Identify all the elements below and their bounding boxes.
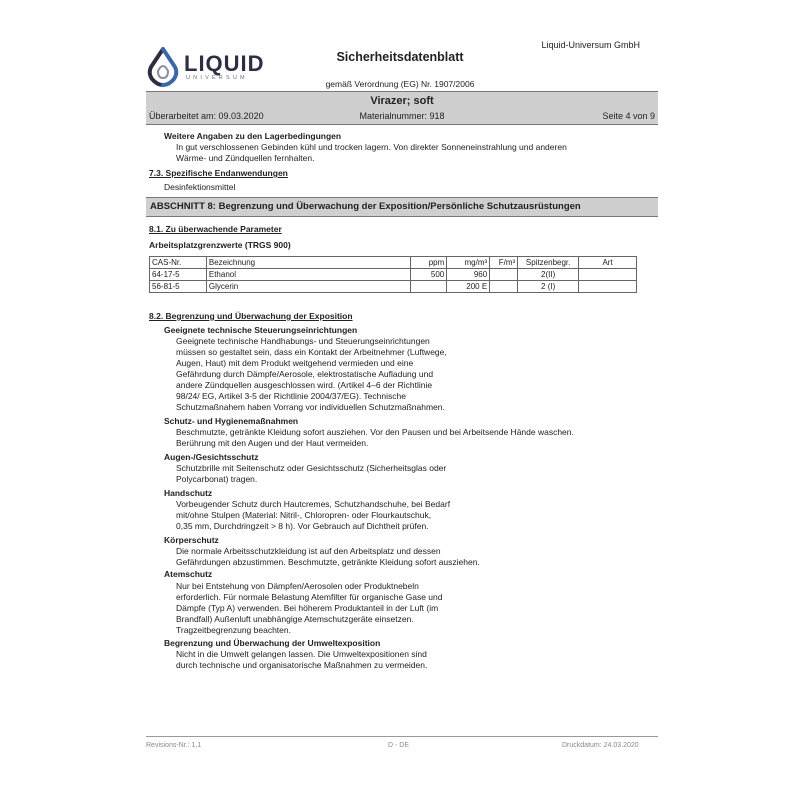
technical-controls-line: Augen, Haut) mit dem Produkt weitgehend vermieden und eine <box>176 358 414 368</box>
technical-controls-line: andere Zündquellen ausgeschlossen wird. (Artikel 4–6 der Richtlinie <box>176 380 433 390</box>
body-protection-heading: Körperschutz <box>164 535 219 545</box>
print-date: Druckdatum: 24.03.2020 <box>562 742 639 749</box>
technical-controls-heading: Geeignete technische Steuerungseinrichtungen <box>164 325 358 335</box>
storage-heading: Weitere Angaben zu den Lagerbedingungen <box>164 131 342 141</box>
table-cell: 960 <box>447 269 490 281</box>
product-info-bar <box>146 91 658 125</box>
material-number: Materialnummer: 918 <box>359 111 445 121</box>
company-name: Liquid-Universum GmbH <box>541 40 640 50</box>
controls-heading: 8.2. Begrenzung und Überwachung der Exposition <box>149 311 353 321</box>
table-cell <box>579 281 637 293</box>
respiratory-protection-line: Nur bei Entstehung von Dämpfen/Aerosolen oder Produktnebeln <box>176 581 419 591</box>
table-cell <box>411 281 447 293</box>
hygiene-line: Berührung mit den Augen und der Haut vermeiden. <box>176 438 369 448</box>
table-cell: 500 <box>411 269 447 281</box>
storage-text-line: In gut verschlossenen Gebinden kühl und trocken lagern. Von direkter Sonneneinstrahlung und anderen <box>176 142 567 152</box>
environment-line: Nicht in die Umwelt gelangen lassen. Die Umweltexpositionen sind <box>176 649 427 659</box>
logo-subtitle: UNIVERSUM <box>186 75 248 81</box>
table-header-cell: Art <box>579 257 637 269</box>
end-use-heading: 7.3. Spezifische Endanwendungen <box>149 168 288 178</box>
technical-controls-line: Gefährdung durch Dämpfe/Aerosole, elektrostatische Aufladung und <box>176 369 434 379</box>
limit-values-heading: Arbeitsplatzgrenzwerte (TRGS 900) <box>149 240 291 250</box>
table-cell: 2(II) <box>518 269 579 281</box>
hand-protection-heading: Handschutz <box>164 488 213 498</box>
table-cell: 2 (I) <box>518 281 579 293</box>
table-cell: Ethanol <box>206 269 410 281</box>
technical-controls-line: Geeignete technische Handhabungs- und Steuerungseinrichtungen <box>176 336 430 346</box>
environment-line: durch technische und organisatorische Maßnahmen zu vermeiden. <box>176 660 428 670</box>
exposure-limits-table <box>149 256 637 293</box>
liquid-logo-icon <box>146 47 180 87</box>
respiratory-protection-line: Dämpfe (Typ A) verwenden. Bei höherem Produktanteil in der Luft (im <box>176 603 439 613</box>
company-logo <box>146 47 265 87</box>
revision-date: Überarbeitet am: 09.03.2020 <box>149 111 264 121</box>
table-cell <box>579 269 637 281</box>
technical-controls-line: 98/24/ EG, Artikel 3-5 der Richtlinie 2004/37/EG). Technische <box>176 391 406 401</box>
table-cell <box>490 281 518 293</box>
table-cell: 200 E <box>447 281 490 293</box>
end-use-text: Desinfektionsmittel <box>164 182 236 192</box>
environment-heading: Begrenzung und Überwachung der Umweltexposition <box>164 638 381 648</box>
table-header-cell: Bezeichnung <box>206 257 410 269</box>
table-header-cell: CAS-Nr. <box>150 257 207 269</box>
table-row <box>150 269 637 281</box>
page-number: Seite 4 von 9 <box>602 111 655 121</box>
regulation-reference: gemäß Verordnung (EG) Nr. 1907/2006 <box>325 79 475 89</box>
respiratory-protection-line: Tragzeitbegrenzung beachten. <box>176 625 291 635</box>
parameters-heading: 8.1. Zu überwachende Parameter <box>149 224 282 234</box>
respiratory-protection-line: Brandfall) Außenluft unabhängige Atemschutzgeräte einsetzen. <box>176 614 414 624</box>
hygiene-heading: Schutz- und Hygienemaßnahmen <box>164 416 299 426</box>
table-cell: 64-17-5 <box>150 269 207 281</box>
eye-protection-line: Schutzbrille mit Seitenschutz oder Gesichtsschutz (Sicherheitsglas oder <box>176 463 447 473</box>
footer-divider <box>146 736 658 737</box>
hand-protection-line: mit/ohne Stulpen (Material: Nitril-, Chloropren- oder Flourkautschuk, <box>176 510 432 520</box>
language-code: D - DE <box>388 742 409 749</box>
table-cell: 56-81-5 <box>150 281 207 293</box>
storage-text-line: Wärme- und Zündquellen fernhalten. <box>176 153 315 163</box>
table-header-row <box>150 257 637 269</box>
table-cell <box>490 269 518 281</box>
table-cell: Glycerin <box>206 281 410 293</box>
logo-wordmark: LIQUID <box>184 51 265 76</box>
document-title: Sicherheitsdatenblatt <box>336 50 464 64</box>
body-protection-line: Gefährdungen abzustimmen. Beschmutzte, getränkte Kleidung sofort ausziehen. <box>176 557 480 567</box>
eye-protection-heading: Augen-/Gesichtsschutz <box>164 452 259 462</box>
table-row <box>150 281 637 293</box>
section-8-bar <box>146 197 658 217</box>
revision-number: Revisions-Nr.: 1,1 <box>146 742 202 749</box>
product-name: Virazer; soft <box>370 95 434 107</box>
table-header-cell: ppm <box>411 257 447 269</box>
technical-controls-line: müssen so gestaltet sein, dass ein Kontakt der Arbeitnehmer (Luftwege, <box>176 347 447 357</box>
eye-protection-line: Polycarbonat) tragen. <box>176 474 258 484</box>
technical-controls-line: Schutzmaßnahem haben Vorrang vor individuellen Schutzmaßnahmen. <box>176 402 445 412</box>
table-header-cell: mg/m³ <box>447 257 490 269</box>
hygiene-line: Beschmutzte, getränkte Kleidung sofort ausziehen. Vor den Pausen und bei Arbeitsende Hände waschen. <box>176 427 574 437</box>
section-8-title: ABSCHNITT 8: Begrenzung und Überwachung der Exposition/Persönliche Schutzausrüstungen <box>150 201 581 212</box>
respiratory-protection-heading: Atemschutz <box>164 569 213 579</box>
table-header-cell: Spitzenbegr. <box>518 257 579 269</box>
hand-protection-line: Vorbeugender Schutz durch Hautcremes, Schutzhandschuhe, bei Bedarf <box>176 499 451 509</box>
body-protection-line: Die normale Arbeitsschutzkleidung ist auf den Arbeitsplatz und dessen <box>176 546 441 556</box>
hand-protection-line: 0,35 mm, Durchdringzeit > 8 h). Vor Gebrauch auf Dichtheit prüfen. <box>176 521 429 531</box>
table-header-cell: F/m³ <box>490 257 518 269</box>
respiratory-protection-line: erforderlich. Für normale Belastung Atemfilter für organische Gase und <box>176 592 443 602</box>
